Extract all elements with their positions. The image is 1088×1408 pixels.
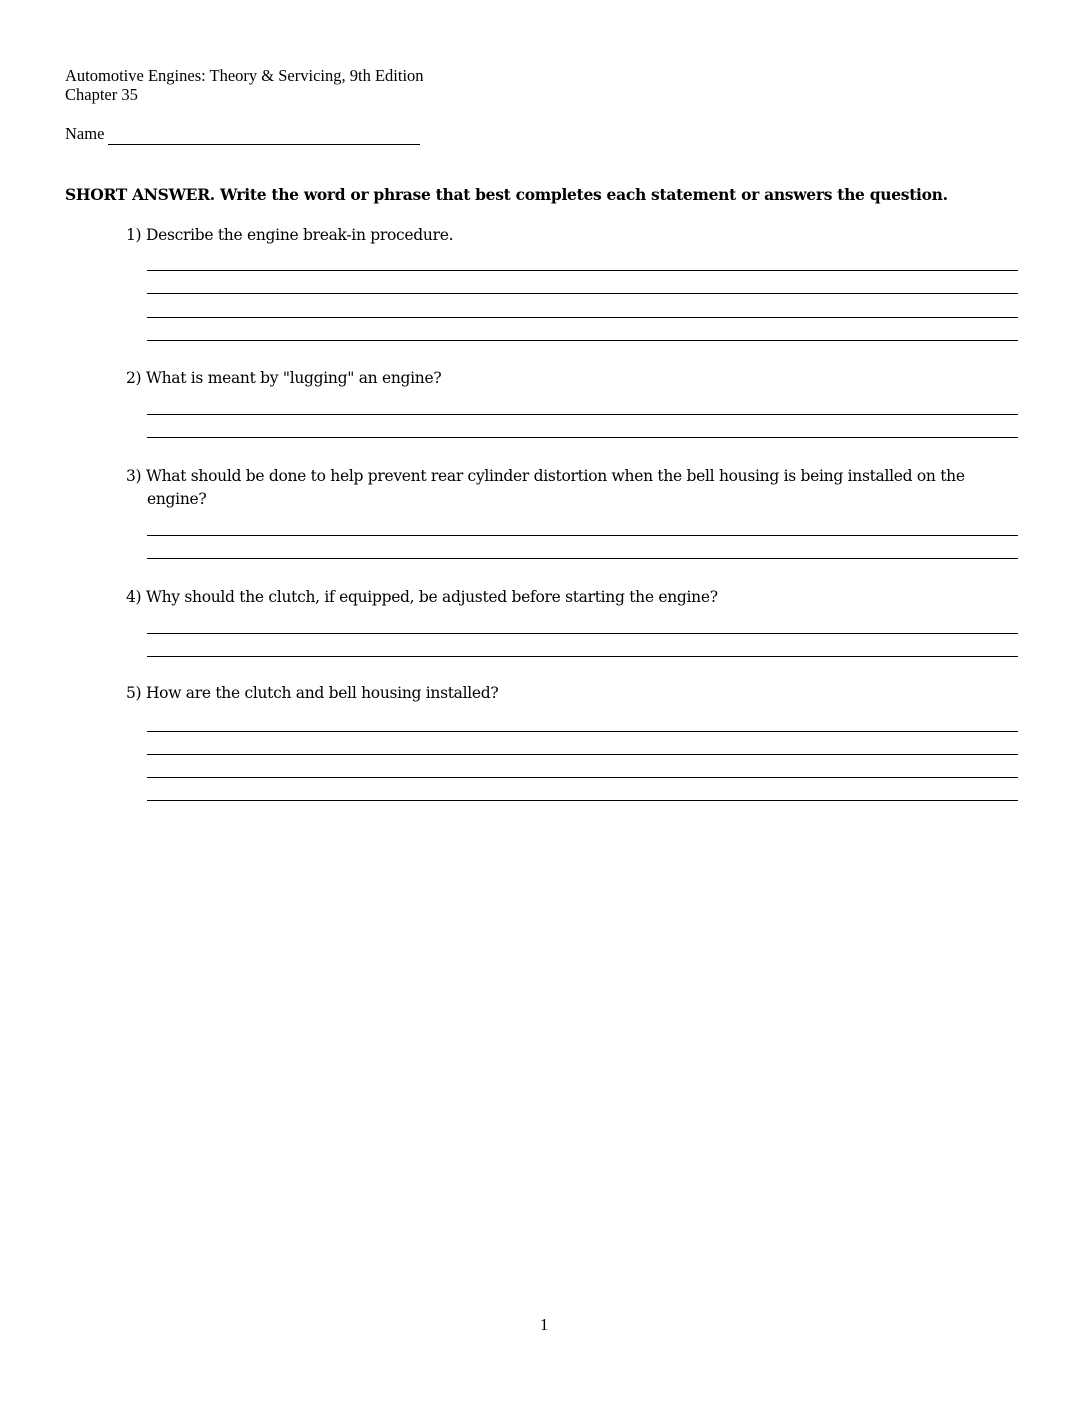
question-text: What should be done to help prevent rear cylinder distortion when the bell housing is being installed on the [145, 467, 965, 485]
answer-line[interactable] [147, 340, 1018, 341]
question-3-continuation: engine? [147, 490, 207, 508]
answer-line[interactable] [147, 656, 1018, 657]
question-text: How are the clutch and bell housing installed? [145, 684, 499, 702]
answer-line[interactable] [147, 754, 1018, 755]
name-label: Name [65, 124, 105, 143]
answer-line[interactable] [147, 414, 1018, 415]
page-number: 1 [540, 1315, 549, 1334]
question-number: 5) [126, 684, 142, 702]
question-5 [126, 683, 498, 703]
answer-line[interactable] [147, 535, 1018, 536]
answer-line[interactable] [147, 558, 1018, 559]
question-number: 4) [126, 588, 142, 606]
answer-line[interactable] [147, 731, 1018, 732]
answer-line[interactable] [147, 777, 1018, 778]
answer-line[interactable] [147, 317, 1018, 318]
question-number: 2) [126, 369, 142, 387]
question-4 [126, 587, 718, 607]
question-2 [126, 368, 441, 388]
answer-line[interactable] [147, 437, 1018, 438]
book-title: Automotive Engines: Theory & Servicing, 9th Edition [65, 66, 424, 85]
question-number: 3) [126, 467, 142, 485]
section-instructions: SHORT ANSWER. Write the word or phrase that best completes each statement or answers the question. [65, 185, 948, 204]
chapter-label: Chapter 35 [65, 85, 138, 104]
question-text: Why should the clutch, if equipped, be adjusted before starting the engine? [145, 588, 718, 606]
question-text: Describe the engine break-in procedure. [145, 226, 454, 244]
answer-line[interactable] [147, 800, 1018, 801]
answer-line[interactable] [147, 270, 1018, 271]
answer-line[interactable] [147, 293, 1018, 294]
question-1 [126, 225, 453, 245]
question-number: 1) [126, 226, 142, 244]
name-field-line[interactable] [108, 144, 420, 145]
question-text: What is meant by "lugging" an engine? [145, 369, 442, 387]
answer-line[interactable] [147, 633, 1018, 634]
question-3 [126, 466, 965, 486]
